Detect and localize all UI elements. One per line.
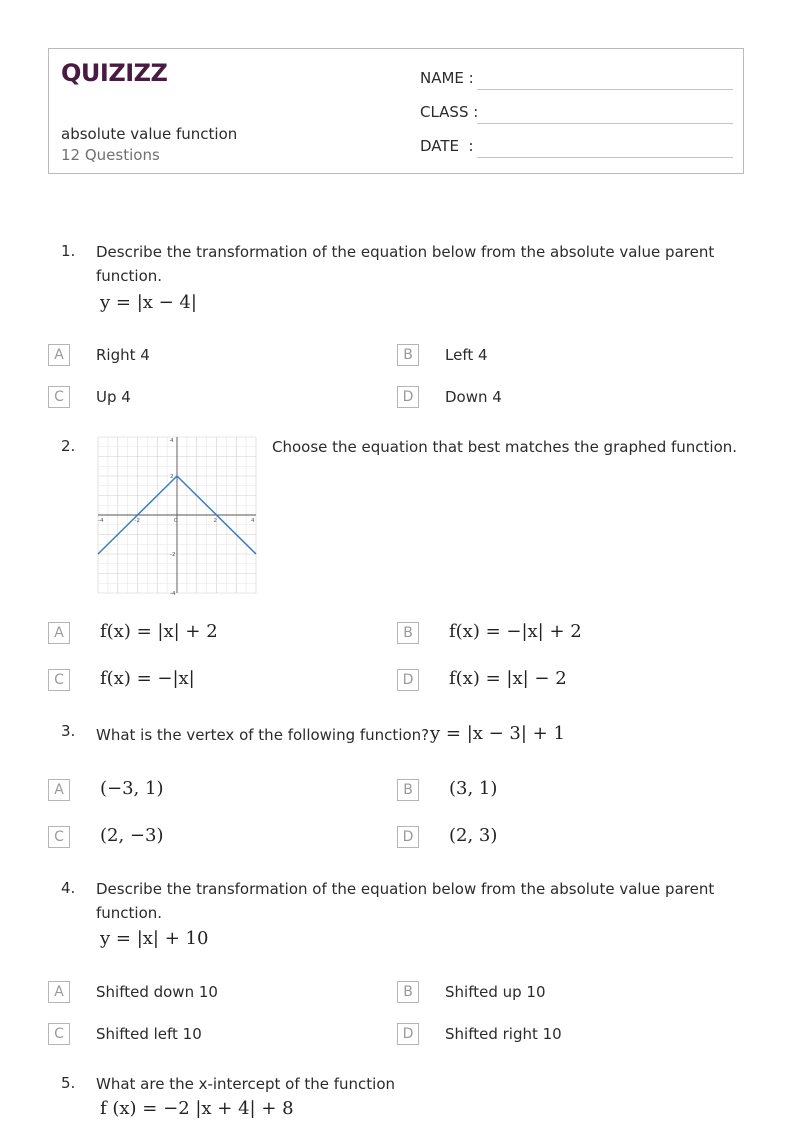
question-number: 1. (61, 242, 76, 260)
option-equation[interactable]: f(x) = −|x| + 2 (449, 621, 582, 642)
option-letter-box[interactable]: B (397, 981, 419, 1003)
question-text: Describe the transformation of the equation below from the absolute value parent (96, 880, 715, 898)
option-equation[interactable]: (−3, 1) (100, 778, 164, 799)
question-text: What is the vertex of the following function? (96, 726, 430, 744)
option-letter-box[interactable]: C (48, 669, 70, 691)
question-equation: y = |x| + 10 (100, 928, 209, 949)
x-tick-label: 4 (251, 518, 255, 524)
option-text[interactable]: Shifted right 10 (445, 1025, 562, 1043)
class-label: CLASS : (420, 103, 479, 121)
name-label: NAME : (420, 69, 474, 87)
option-letter-box[interactable]: C (48, 1023, 70, 1045)
option-text[interactable]: Shifted down 10 (96, 983, 218, 1001)
option-letter-box[interactable]: D (397, 826, 419, 848)
question-text-continued: function. (96, 267, 163, 285)
question-number: 4. (61, 879, 76, 897)
option-letter-box[interactable]: A (48, 622, 70, 644)
question-text: Choose the equation that best matches the graphed function. (272, 438, 738, 456)
worksheet-title: absolute value function (61, 125, 238, 143)
class-line[interactable] (477, 123, 733, 124)
option-text[interactable]: Up 4 (96, 388, 131, 406)
option-letter-box[interactable]: D (397, 386, 419, 408)
question-equation: f (x) = −2 |x + 4| + 8 (100, 1098, 294, 1119)
question-text-continued: function. (96, 904, 163, 922)
option-letter-box[interactable]: B (397, 779, 419, 801)
option-equation[interactable]: f(x) = −|x| (100, 668, 195, 689)
quizizz-logo: QUIZIZZ (61, 59, 168, 87)
option-equation[interactable]: f(x) = |x| + 2 (100, 621, 218, 642)
option-letter-box[interactable]: A (48, 779, 70, 801)
x-tick-label: 0 (174, 518, 178, 524)
option-equation[interactable]: (2, 3) (449, 825, 498, 846)
option-letter-box[interactable]: C (48, 386, 70, 408)
name-line[interactable] (477, 89, 733, 90)
question-count: 12 Questions (61, 146, 160, 164)
graph-tick-labels (98, 438, 255, 595)
option-text[interactable]: Down 4 (445, 388, 502, 406)
option-equation[interactable]: (3, 1) (449, 778, 498, 799)
question-text: What are the x-intercept of the function (96, 1075, 396, 1093)
question-number: 2. (61, 437, 76, 455)
date-label: DATE : (420, 137, 474, 155)
option-letter-box[interactable]: D (397, 669, 419, 691)
question-equation: y = |x − 3| + 1 (430, 723, 565, 744)
option-text[interactable]: Shifted left 10 (96, 1025, 202, 1043)
function-graph (96, 435, 258, 595)
y-tick-label: 2 (170, 474, 174, 480)
question-number: 3. (61, 722, 76, 740)
x-tick-label: -4 (98, 518, 104, 524)
option-letter-box[interactable]: B (397, 622, 419, 644)
option-letter-box[interactable]: D (397, 1023, 419, 1045)
option-letter-box[interactable]: A (48, 344, 70, 366)
option-letter-box[interactable]: B (397, 344, 419, 366)
option-letter-box[interactable]: A (48, 981, 70, 1003)
option-equation[interactable]: f(x) = |x| − 2 (449, 668, 567, 689)
option-text[interactable]: Shifted up 10 (445, 983, 546, 1001)
x-tick-label: 2 (213, 518, 217, 524)
graph-axes (98, 437, 256, 593)
x-tick-label: -2 (134, 518, 140, 524)
question-text: Describe the transformation of the equation below from the absolute value parent (96, 243, 715, 261)
y-tick-label: -4 (170, 591, 176, 595)
question-number: 5. (61, 1074, 76, 1092)
option-equation[interactable]: (2, −3) (100, 825, 164, 846)
option-text[interactable]: Left 4 (445, 346, 488, 364)
option-letter-box[interactable]: C (48, 826, 70, 848)
worksheet-header (48, 48, 744, 174)
y-tick-label: -2 (170, 552, 176, 558)
question-equation: y = |x − 4| (100, 292, 197, 313)
option-text[interactable]: Right 4 (96, 346, 150, 364)
y-tick-label: 4 (170, 438, 174, 444)
date-line[interactable] (477, 157, 733, 158)
